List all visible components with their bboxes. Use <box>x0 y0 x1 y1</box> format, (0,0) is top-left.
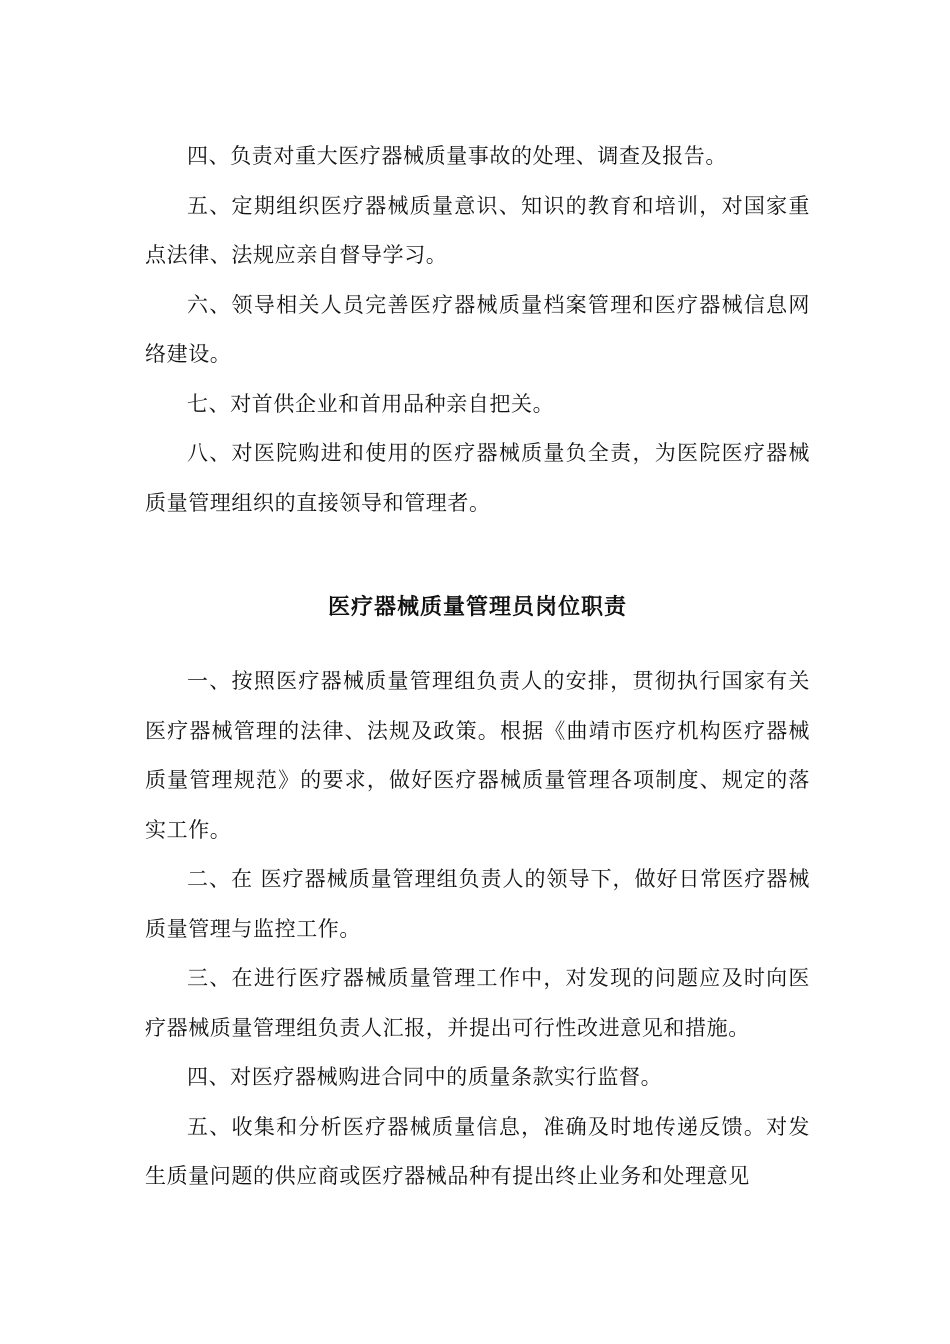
paragraph-2-2: 二、在 医疗器械质量管理组负责人的领导下，做好日常医疗器械质量管理与监控工作。 <box>145 867 810 941</box>
paragraph-2-3: 三、在进行医疗器械质量管理工作中，对发现的问题应及时向医疗器械质量管理组负责人汇报，并提出可行性改进意见和措施。 <box>145 966 810 1040</box>
paragraph-1-5: 五、定期组织医疗器械质量意识、知识的教育和培训，对国家重点法律、法规应亲自督导学习。 <box>145 193 810 267</box>
paragraph-2-4: 四、对医疗器械购进合同中的质量条款实行监督。 <box>187 1065 663 1089</box>
paragraph-1-4: 四、负责对重大医疗器械质量事故的处理、调查及报告。 <box>187 144 727 168</box>
section-title: 医疗器械质量管理员岗位职责 <box>327 595 627 620</box>
paragraph-2-1: 一、按照医疗器械质量管理组负责人的安排，贯彻执行国家有关医疗器械管理的法律、法规及政策。根据《曲靖市医疗机构医疗器械质量管理规范》的要求，做好医疗器械质量管理各项制度、规定的落实工作。 <box>145 669 810 842</box>
document-body <box>145 132 810 1202</box>
paragraph-1-7: 七、对首供企业和首用品种亲自把关。 <box>187 391 555 416</box>
paragraph-1-8: 八、对医院购进和使用的医疗器械质量负全责，为医院医疗器械质量管理组织的直接领导和管理者。 <box>145 441 810 515</box>
paragraph-2-5: 五、收集和分析医疗器械质量信息，准确及时地传递反馈。对发生质量问题的供应商或医疗器械品种有提出终止业务和处理意见 <box>145 1114 810 1188</box>
paragraph-1-6: 六、领导相关人员完善医疗器械质量档案管理和医疗器械信息网络建设。 <box>145 292 810 366</box>
